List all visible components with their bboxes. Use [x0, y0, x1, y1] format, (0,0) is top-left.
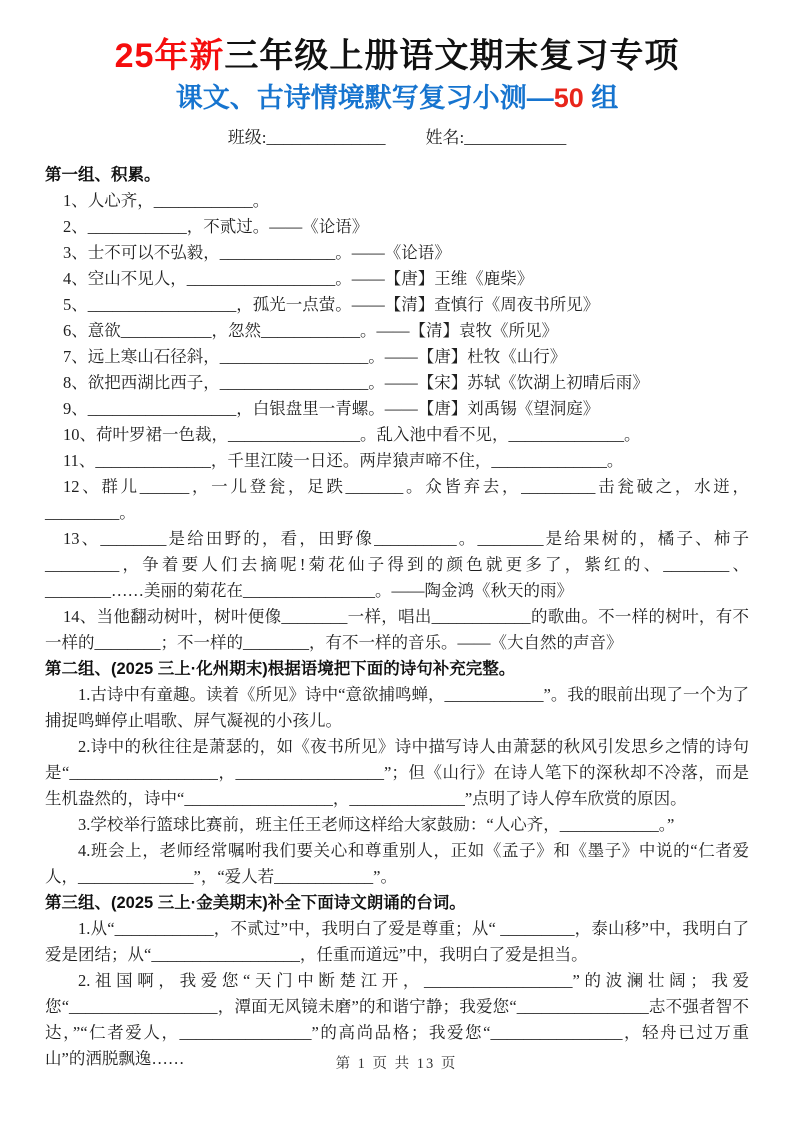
section-2-heading: 第二组、(2025 三上·化州期末)根据语境把下面的诗句补充完整。 — [45, 660, 516, 678]
worksheet-line: 13、________是给田野的，看，田野像__________。________是给果树的，橘子、柿子_________，争着要人们去摘呢!菊花仙子得到的颜色就更多了，紫红的、________、________……美丽的菊花在________________。——陶金鸿《秋天的雨》 — [45, 529, 749, 600]
worksheet-line: 2.祖国啊，我爱您“天门中断楚江开，__________________”的波澜壮阔；我爱您“__________________，潭面无风镜未磨”的和谐宁静；我爱您“________________志不强者智不达，”“仁者爱人，________________”的高尚品格；我爱您“________________，轻舟已过万重山”的洒脱飘逸…… — [45, 971, 749, 1068]
worksheet-line: 2.诗中的秋往往是萧瑟的，如《夜书所见》诗中描写诗人由萧瑟的秋风引发思乡之情的诗句是“__________________，__________________”；但《山行》在诗人笔下的深秋却不冷落，而是生机盎然的，诗中“__________________，______________”点明了诗人停车欣赏的原因。 — [45, 737, 749, 808]
worksheet-line: 7、远上寒山石径斜，__________________。——【唐】杜牧《山行》 — [63, 347, 567, 366]
worksheet-line: 14、当他翻动树叶，树叶便像________一样，唱出____________的歌曲。不一样的树叶，有不一样的________；不一样的________，有不一样的音乐。——《大自然的声音》 — [45, 607, 749, 652]
worksheet-line: 10、荷叶罗裙一色裁，________________。乱入池中看不见，______________。 — [63, 425, 641, 444]
section-3-heading: 第三组、(2025 三上·金美期末)补全下面诗文朗诵的台词。 — [45, 894, 466, 912]
worksheet-line: 12、群儿______，一儿登瓮，足跌_______。众皆弃去，_________击瓮破之，水迸，_________。 — [45, 477, 749, 522]
worksheet-line: 2、____________，不贰过。——《论语》 — [63, 217, 369, 236]
subtitle-count: 50 — [553, 83, 584, 113]
worksheet-line: 1、人心齐，____________。 — [63, 191, 270, 210]
worksheet-line: 5、__________________，孤光一点萤。——【清】查慎行《周夜书所见》 — [63, 295, 600, 314]
class-field: 班级:______________ — [227, 128, 386, 147]
section-1-heading: 第一组、积累。 — [45, 166, 161, 184]
page-footer: 第 1 页 共 13 页 — [335, 1056, 458, 1072]
worksheet-line: 11、______________，千里江陵一日还。两岸猿声啼不住，______________。 — [63, 451, 624, 470]
worksheet-line: 9、__________________，白银盘里一青螺。——【唐】刘禹锡《望洞庭》 — [63, 399, 600, 418]
student-info-line — [45, 126, 749, 150]
worksheet-line: 3、士不可以不弘毅，______________。——《论语》 — [63, 243, 451, 262]
worksheet-line: 4.班会上，老师经常嘱咐我们要关心和尊重别人，正如《孟子》和《墨子》中说的“仁者爱人，______________”，“爱人若____________”。 — [45, 841, 749, 886]
worksheet-line: 4、空山不见人，__________________。——【唐】王维《鹿柴》 — [63, 269, 534, 288]
page-subtitle — [45, 80, 749, 116]
worksheet-line: 3.学校举行篮球比赛前，班主任王老师这样给大家鼓励：“人心齐，____________。” — [78, 815, 675, 834]
worksheet-line: 6、意欲___________，忽然____________。——【清】袁牧《所见》 — [63, 321, 558, 340]
subtitle-main: 课文、古诗情境默写复习小测— — [175, 83, 554, 113]
worksheet-line: 8、欲把西湖比西子，__________________。——【宋】苏轼《饮湖上初晴后雨》 — [63, 373, 649, 392]
page-title-highlight: 25年新 — [114, 37, 225, 75]
name-field: 姓名:____________ — [425, 128, 567, 147]
worksheet-line: 1.从“____________，不贰过”中，我明白了爱是尊重；从“ _________，泰山移”中，我明白了爱是团结；从“__________________，任重而道远”中，我明白了爱是担当。 — [45, 919, 749, 964]
worksheet-content — [45, 162, 749, 1072]
page-title-main: 三年级上册语文期末复习专项 — [224, 37, 680, 75]
page-title — [45, 34, 749, 78]
subtitle-tail: 组 — [583, 83, 619, 113]
worksheet-line: 1.古诗中有童趣。读着《所见》诗中“意欲捕鸣蝉，____________”。我的眼前出现了一个为了捕捉鸣蝉停止唱歌、屏气凝视的小孩儿。 — [45, 685, 749, 730]
